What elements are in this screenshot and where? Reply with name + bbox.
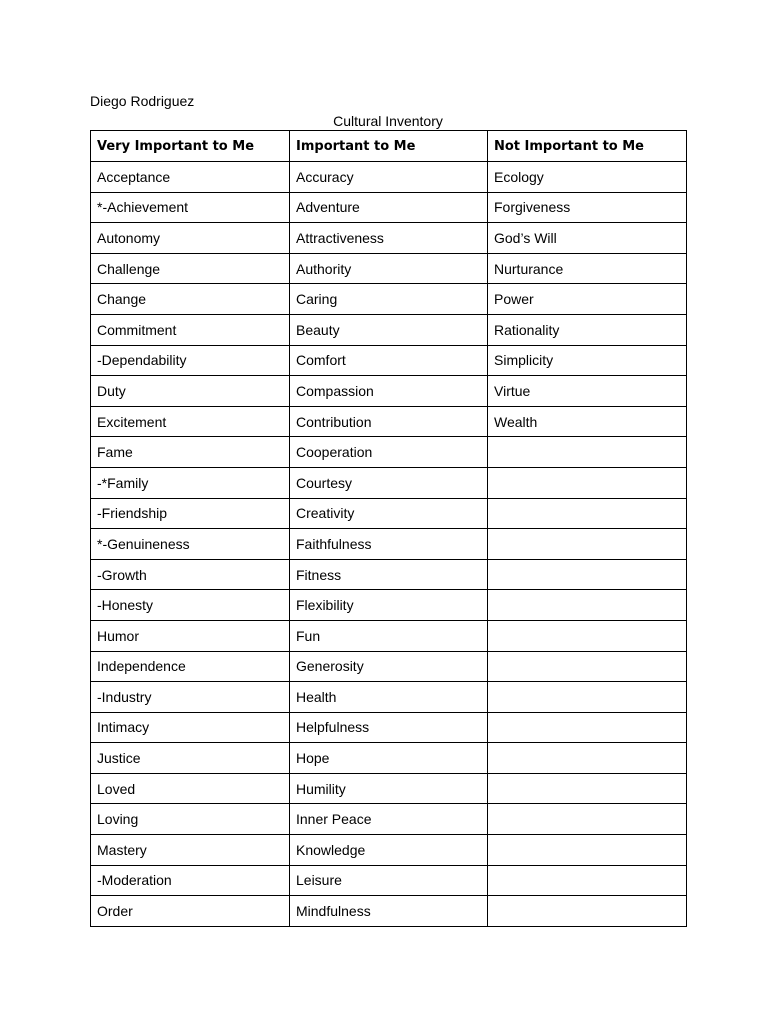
very-important-cell: Commitment	[91, 314, 290, 345]
important-cell: Hope	[290, 743, 488, 774]
table-row	[91, 835, 687, 866]
very-important-cell: -*Family	[91, 467, 290, 498]
important-cell: Authority	[290, 253, 488, 284]
table-row	[91, 437, 687, 468]
very-important-cell: *-Genuineness	[91, 529, 290, 560]
important-cell: Flexibility	[290, 590, 488, 621]
table-row	[91, 682, 687, 713]
very-important-cell: -Friendship	[91, 498, 290, 529]
important-cell: Adventure	[290, 192, 488, 223]
not-important-cell	[488, 712, 687, 743]
important-cell: Health	[290, 682, 488, 713]
not-important-cell	[488, 773, 687, 804]
header-important: Important to Me	[290, 131, 488, 162]
not-important-cell: Virtue	[488, 376, 687, 407]
very-important-cell: Change	[91, 284, 290, 315]
header-row	[91, 131, 687, 162]
not-important-cell	[488, 620, 687, 651]
header-not-important: Not Important to Me	[488, 131, 687, 162]
not-important-cell	[488, 651, 687, 682]
very-important-cell: Autonomy	[91, 223, 290, 254]
important-cell: Creativity	[290, 498, 488, 529]
not-important-cell	[488, 559, 687, 590]
very-important-cell: Independence	[91, 651, 290, 682]
table-row	[91, 314, 687, 345]
important-cell: Fitness	[290, 559, 488, 590]
not-important-cell	[488, 804, 687, 835]
not-important-cell	[488, 498, 687, 529]
not-important-cell	[488, 743, 687, 774]
not-important-cell	[488, 590, 687, 621]
table-row	[91, 743, 687, 774]
important-cell: Attractiveness	[290, 223, 488, 254]
important-cell: Leisure	[290, 865, 488, 896]
important-cell: Faithfulness	[290, 529, 488, 560]
table-row	[91, 223, 687, 254]
very-important-cell: -Moderation	[91, 865, 290, 896]
very-important-cell: -Growth	[91, 559, 290, 590]
table-row	[91, 467, 687, 498]
table-row	[91, 406, 687, 437]
very-important-cell: Loving	[91, 804, 290, 835]
very-important-cell: Humor	[91, 620, 290, 651]
table-row	[91, 192, 687, 223]
important-cell: Humility	[290, 773, 488, 804]
important-cell: Inner Peace	[290, 804, 488, 835]
table-row	[91, 651, 687, 682]
not-important-cell: Wealth	[488, 406, 687, 437]
table-row	[91, 253, 687, 284]
not-important-cell: Simplicity	[488, 345, 687, 376]
table-row	[91, 498, 687, 529]
important-cell: Fun	[290, 620, 488, 651]
very-important-cell: Loved	[91, 773, 290, 804]
important-cell: Accuracy	[290, 162, 488, 193]
not-important-cell: Ecology	[488, 162, 687, 193]
table-row	[91, 559, 687, 590]
very-important-cell: Order	[91, 896, 290, 927]
very-important-cell: Justice	[91, 743, 290, 774]
very-important-cell: Acceptance	[91, 162, 290, 193]
very-important-cell: -Industry	[91, 682, 290, 713]
important-cell: Courtesy	[290, 467, 488, 498]
not-important-cell: Forgiveness	[488, 192, 687, 223]
important-cell: Contribution	[290, 406, 488, 437]
important-cell: Mindfulness	[290, 896, 488, 927]
header-very-important: Very Important to Me	[91, 131, 290, 162]
not-important-cell	[488, 682, 687, 713]
very-important-cell: Duty	[91, 376, 290, 407]
very-important-cell: Excitement	[91, 406, 290, 437]
table-row	[91, 865, 687, 896]
not-important-cell	[488, 835, 687, 866]
important-cell: Cooperation	[290, 437, 488, 468]
table-row	[91, 712, 687, 743]
table-row	[91, 773, 687, 804]
not-important-cell: God’s Will	[488, 223, 687, 254]
very-important-cell: Fame	[91, 437, 290, 468]
author-name: Diego Rodriguez	[90, 93, 195, 109]
very-important-cell: Mastery	[91, 835, 290, 866]
important-cell: Helpfulness	[290, 712, 488, 743]
not-important-cell	[488, 529, 687, 560]
table-header	[91, 131, 687, 162]
table-row	[91, 162, 687, 193]
important-cell: Knowledge	[290, 835, 488, 866]
table-body	[91, 162, 687, 927]
important-cell: Caring	[290, 284, 488, 315]
not-important-cell	[488, 437, 687, 468]
very-important-cell: -Dependability	[91, 345, 290, 376]
table-row	[91, 345, 687, 376]
very-important-cell: *-Achievement	[91, 192, 290, 223]
not-important-cell: Nurturance	[488, 253, 687, 284]
important-cell: Generosity	[290, 651, 488, 682]
important-cell: Beauty	[290, 314, 488, 345]
not-important-cell	[488, 865, 687, 896]
not-important-cell: Rationality	[488, 314, 687, 345]
not-important-cell: Power	[488, 284, 687, 315]
table-row	[91, 529, 687, 560]
not-important-cell	[488, 467, 687, 498]
very-important-cell: -Honesty	[91, 590, 290, 621]
not-important-cell	[488, 896, 687, 927]
table-row	[91, 590, 687, 621]
table-row	[91, 896, 687, 927]
table-row	[91, 620, 687, 651]
table-row	[91, 376, 687, 407]
important-cell: Compassion	[290, 376, 488, 407]
important-cell: Comfort	[290, 345, 488, 376]
cultural-inventory-table	[90, 130, 687, 927]
very-important-cell: Challenge	[91, 253, 290, 284]
very-important-cell: Intimacy	[91, 712, 290, 743]
document-title: Cultural Inventory	[333, 113, 443, 129]
table-row	[91, 284, 687, 315]
table-row	[91, 804, 687, 835]
